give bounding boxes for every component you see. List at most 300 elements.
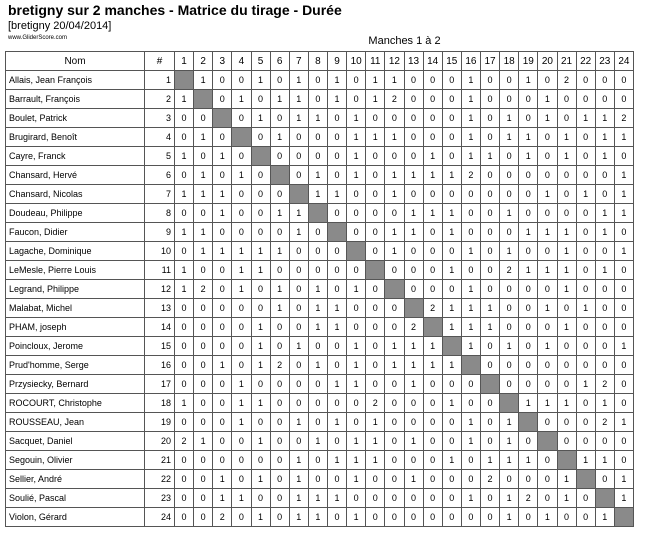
matrix-cell: 0 — [423, 185, 442, 204]
header-col-11: 11 — [366, 52, 385, 71]
matrix-cell: 0 — [270, 261, 289, 280]
table-row — [6, 204, 634, 223]
header-col-17: 17 — [481, 52, 500, 71]
matrix-cell: 0 — [557, 337, 576, 356]
matrix-cell: 0 — [538, 470, 557, 489]
matrix-cell: 0 — [251, 204, 270, 223]
matrix-cell: 1 — [270, 204, 289, 223]
table-row — [6, 223, 634, 242]
matrix-cell: 1 — [251, 318, 270, 337]
matrix-cell: 1 — [538, 299, 557, 318]
matrix-cell: 1 — [442, 299, 461, 318]
matrix-cell: 1 — [595, 261, 614, 280]
matrix-cell: 1 — [519, 147, 538, 166]
matrix-cell: 0 — [481, 394, 500, 413]
header-col-3: 3 — [213, 52, 232, 71]
matrix-cell: 1 — [404, 470, 423, 489]
table-row — [6, 356, 634, 375]
pilot-name: Sacquet, Daniel — [6, 432, 145, 451]
matrix-cell: 0 — [328, 508, 347, 527]
matrix-cell: 0 — [175, 337, 194, 356]
pilot-name: Prud'homme, Serge — [6, 356, 145, 375]
pilot-name: Sellier, André — [6, 470, 145, 489]
matrix-cell: 0 — [308, 90, 327, 109]
matrix-cell: 0 — [576, 489, 595, 508]
matrix-cell: 0 — [270, 470, 289, 489]
matrix-cell: 1 — [347, 337, 366, 356]
header-col-8: 8 — [308, 52, 327, 71]
pilot-number: 8 — [145, 204, 175, 223]
matrix-cell: 1 — [614, 242, 633, 261]
matrix-cell: 0 — [232, 71, 251, 90]
matrix-cell: 1 — [538, 508, 557, 527]
matrix-cell: 0 — [614, 375, 633, 394]
pilot-name: Doudeau, Philippe — [6, 204, 145, 223]
matrix-cell: 0 — [519, 242, 538, 261]
matrix-cell: 0 — [576, 128, 595, 147]
draw-matrix-table — [5, 51, 634, 527]
table-row — [6, 413, 634, 432]
matrix-cell: 1 — [557, 128, 576, 147]
matrix-cell: 0 — [328, 128, 347, 147]
matrix-cell: 0 — [519, 318, 538, 337]
pilot-number: 14 — [145, 318, 175, 337]
matrix-cell: 1 — [213, 489, 232, 508]
pilot-name: ROUSSEAU, Jean — [6, 413, 145, 432]
matrix-cell: 0 — [251, 489, 270, 508]
matrix-cell: 0 — [614, 451, 633, 470]
matrix-cell: 0 — [557, 432, 576, 451]
matrix-cell: 1 — [557, 470, 576, 489]
matrix-cell: 0 — [289, 128, 308, 147]
pilot-name: Boulet, Patrick — [6, 109, 145, 128]
table-row — [6, 166, 634, 185]
matrix-cell: 0 — [538, 242, 557, 261]
pilot-number: 12 — [145, 280, 175, 299]
matrix-cell: 0 — [385, 299, 404, 318]
matrix-cell: 0 — [423, 470, 442, 489]
matrix-cell: 1 — [213, 470, 232, 489]
matrix-cell: 0 — [538, 318, 557, 337]
matrix-cell: 1 — [557, 489, 576, 508]
matrix-cell: 1 — [461, 337, 480, 356]
matrix-cell: 1 — [213, 147, 232, 166]
matrix-cell: 1 — [404, 204, 423, 223]
matrix-cell: 0 — [213, 280, 232, 299]
matrix-cell: 0 — [404, 128, 423, 147]
matrix-cell: 0 — [289, 147, 308, 166]
matrix-cell: 1 — [347, 356, 366, 375]
matrix-cell: 1 — [251, 432, 270, 451]
matrix-cell: 0 — [576, 147, 595, 166]
matrix-cell: 1 — [595, 508, 614, 527]
matrix-cell: 0 — [232, 508, 251, 527]
matrix-cell: 0 — [481, 90, 500, 109]
matrix-cell: 1 — [232, 166, 251, 185]
matrix-cell: 1 — [557, 261, 576, 280]
matrix-cell: 1 — [461, 280, 480, 299]
matrix-cell: 0 — [538, 489, 557, 508]
table-row — [6, 451, 634, 470]
matrix-cell: 0 — [308, 223, 327, 242]
matrix-cell: 1 — [500, 432, 519, 451]
matrix-cell: 1 — [519, 223, 538, 242]
matrix-cell: 1 — [442, 451, 461, 470]
header-col-4: 4 — [232, 52, 251, 71]
matrix-cell: 0 — [595, 280, 614, 299]
matrix-cell: 1 — [500, 451, 519, 470]
matrix-cell: 2 — [175, 432, 194, 451]
matrix-cell: 1 — [328, 185, 347, 204]
matrix-cell: 1 — [461, 413, 480, 432]
diagonal-cell — [308, 204, 327, 223]
matrix-cell: 0 — [328, 280, 347, 299]
pilot-number: 2 — [145, 90, 175, 109]
matrix-cell: 1 — [576, 299, 595, 318]
matrix-cell: 1 — [213, 204, 232, 223]
matrix-cell: 0 — [328, 261, 347, 280]
matrix-cell: 1 — [481, 318, 500, 337]
matrix-cell: 0 — [308, 147, 327, 166]
matrix-cell: 1 — [232, 280, 251, 299]
matrix-cell: 0 — [595, 299, 614, 318]
matrix-cell: 1 — [232, 375, 251, 394]
table-row — [6, 394, 634, 413]
matrix-cell: 0 — [175, 318, 194, 337]
matrix-cell: 1 — [442, 261, 461, 280]
matrix-cell: 1 — [308, 432, 327, 451]
matrix-cell: 1 — [500, 242, 519, 261]
matrix-cell: 1 — [461, 128, 480, 147]
matrix-cell: 1 — [194, 166, 213, 185]
pilot-number: 4 — [145, 128, 175, 147]
matrix-cell: 1 — [519, 71, 538, 90]
matrix-cell: 1 — [289, 90, 308, 109]
matrix-cell: 0 — [385, 451, 404, 470]
matrix-cell: 0 — [194, 356, 213, 375]
matrix-cell: 1 — [519, 451, 538, 470]
matrix-cell: 0 — [614, 90, 633, 109]
matrix-cell: 0 — [442, 147, 461, 166]
matrix-cell: 0 — [423, 261, 442, 280]
header-col-21: 21 — [557, 52, 576, 71]
pilot-name: ROCOURT, Christophe — [6, 394, 145, 413]
matrix-cell: 0 — [308, 470, 327, 489]
matrix-cell: 0 — [442, 432, 461, 451]
matrix-cell: 0 — [442, 375, 461, 394]
matrix-cell: 2 — [385, 90, 404, 109]
matrix-cell: 1 — [595, 147, 614, 166]
matrix-cell: 1 — [175, 223, 194, 242]
matrix-cell: 2 — [557, 71, 576, 90]
matrix-cell: 0 — [175, 356, 194, 375]
matrix-cell: 0 — [366, 280, 385, 299]
matrix-cell: 1 — [557, 242, 576, 261]
pilot-name: Przysiecky, Bernard — [6, 375, 145, 394]
matrix-cell: 0 — [213, 432, 232, 451]
matrix-cell: 1 — [308, 356, 327, 375]
matrix-cell: 1 — [557, 394, 576, 413]
matrix-cell: 1 — [614, 166, 633, 185]
matrix-cell: 1 — [500, 128, 519, 147]
matrix-cell: 1 — [308, 185, 327, 204]
matrix-cell: 0 — [308, 413, 327, 432]
matrix-cell: 0 — [232, 318, 251, 337]
matrix-cell: 1 — [385, 223, 404, 242]
matrix-cell: 0 — [423, 375, 442, 394]
matrix-cell: 1 — [366, 128, 385, 147]
diagonal-cell — [385, 280, 404, 299]
matrix-cell: 0 — [270, 432, 289, 451]
matrix-cell: 0 — [366, 242, 385, 261]
pilot-name: PHAM, joseph — [6, 318, 145, 337]
matrix-cell: 1 — [194, 128, 213, 147]
matrix-cell: 0 — [442, 508, 461, 527]
matrix-cell: 1 — [328, 413, 347, 432]
matrix-cell: 1 — [595, 128, 614, 147]
site-url: www.GliderScore.com — [8, 35, 68, 41]
pilot-number: 18 — [145, 394, 175, 413]
matrix-cell: 1 — [289, 223, 308, 242]
table-row — [6, 242, 634, 261]
matrix-cell: 1 — [347, 375, 366, 394]
matrix-cell: 0 — [194, 204, 213, 223]
matrix-cell: 0 — [423, 223, 442, 242]
matrix-cell: 0 — [500, 299, 519, 318]
matrix-cell: 0 — [213, 451, 232, 470]
header-col-23: 23 — [595, 52, 614, 71]
matrix-cell: 0 — [194, 109, 213, 128]
matrix-cell: 0 — [385, 413, 404, 432]
matrix-cell: 1 — [614, 204, 633, 223]
matrix-cell: 0 — [175, 109, 194, 128]
matrix-cell: 0 — [289, 261, 308, 280]
matrix-cell: 0 — [175, 470, 194, 489]
matrix-cell: 1 — [576, 375, 595, 394]
matrix-cell: 1 — [538, 394, 557, 413]
matrix-cell: 0 — [366, 185, 385, 204]
matrix-cell: 1 — [404, 223, 423, 242]
matrix-cell: 1 — [461, 90, 480, 109]
matrix-cell: 0 — [461, 185, 480, 204]
matrix-cell: 0 — [289, 318, 308, 337]
matrix-cell: 1 — [385, 337, 404, 356]
table-row — [6, 470, 634, 489]
matrix-cell: 1 — [557, 280, 576, 299]
matrix-cell: 0 — [308, 451, 327, 470]
matrix-cell: 1 — [194, 71, 213, 90]
header-num: # — [145, 52, 175, 71]
matrix-cell: 0 — [347, 394, 366, 413]
matrix-cell: 0 — [347, 223, 366, 242]
table-row — [6, 318, 634, 337]
matrix-cell: 0 — [519, 204, 538, 223]
matrix-cell: 0 — [614, 318, 633, 337]
matrix-cell: 0 — [557, 413, 576, 432]
matrix-cell: 1 — [481, 299, 500, 318]
matrix-cell: 0 — [251, 223, 270, 242]
matrix-cell: 0 — [308, 128, 327, 147]
matrix-cell: 1 — [308, 489, 327, 508]
diagonal-cell — [461, 356, 480, 375]
matrix-cell: 1 — [576, 451, 595, 470]
matrix-cell: 0 — [481, 432, 500, 451]
pilot-number: 23 — [145, 489, 175, 508]
matrix-cell: 0 — [232, 470, 251, 489]
matrix-cell: 1 — [232, 90, 251, 109]
matrix-cell: 0 — [576, 242, 595, 261]
diagonal-cell — [614, 508, 633, 527]
pilot-number: 11 — [145, 261, 175, 280]
matrix-cell: 1 — [175, 261, 194, 280]
matrix-cell: 0 — [576, 413, 595, 432]
matrix-cell: 1 — [328, 299, 347, 318]
matrix-cell: 1 — [576, 109, 595, 128]
matrix-cell: 1 — [366, 432, 385, 451]
matrix-cell: 0 — [328, 204, 347, 223]
matrix-cell: 1 — [614, 337, 633, 356]
matrix-cell: 0 — [194, 318, 213, 337]
matrix-cell: 0 — [461, 261, 480, 280]
matrix-cell: 0 — [576, 166, 595, 185]
matrix-cell: 1 — [366, 90, 385, 109]
matrix-cell: 0 — [194, 508, 213, 527]
matrix-cell: 0 — [595, 242, 614, 261]
diagonal-cell — [481, 375, 500, 394]
matrix-cell: 0 — [519, 337, 538, 356]
matrix-cell: 0 — [557, 90, 576, 109]
matrix-cell: 1 — [461, 432, 480, 451]
matrix-cell: 1 — [557, 223, 576, 242]
matrix-cell: 1 — [557, 318, 576, 337]
matrix-cell: 0 — [481, 128, 500, 147]
matrix-cell: 1 — [232, 394, 251, 413]
matrix-cell: 1 — [347, 128, 366, 147]
matrix-cell: 0 — [595, 356, 614, 375]
matrix-cell: 0 — [213, 337, 232, 356]
matrix-cell: 0 — [194, 147, 213, 166]
matrix-cell: 0 — [175, 375, 194, 394]
matrix-cell: 1 — [270, 280, 289, 299]
table-row — [6, 90, 634, 109]
matrix-cell: 0 — [270, 223, 289, 242]
matrix-cell: 0 — [175, 128, 194, 147]
matrix-cell: 0 — [232, 432, 251, 451]
matrix-cell: 0 — [481, 185, 500, 204]
pilot-number: 17 — [145, 375, 175, 394]
matrix-cell: 0 — [328, 432, 347, 451]
matrix-cell: 0 — [461, 451, 480, 470]
matrix-cell: 0 — [595, 432, 614, 451]
matrix-cell: 1 — [328, 489, 347, 508]
matrix-cell: 1 — [481, 451, 500, 470]
matrix-cell: 0 — [557, 299, 576, 318]
matrix-cell: 0 — [423, 451, 442, 470]
header-col-1: 1 — [175, 52, 194, 71]
matrix-cell: 0 — [347, 413, 366, 432]
matrix-cell: 0 — [481, 242, 500, 261]
matrix-cell: 0 — [576, 356, 595, 375]
matrix-cell: 0 — [194, 375, 213, 394]
matrix-cell: 0 — [595, 71, 614, 90]
page-subtitle: [bretigny 20/04/2014] — [8, 20, 112, 32]
matrix-cell: 0 — [442, 90, 461, 109]
matrix-cell: 0 — [213, 166, 232, 185]
matrix-cell: 0 — [500, 356, 519, 375]
diagonal-cell — [251, 147, 270, 166]
matrix-cell: 2 — [404, 318, 423, 337]
matrix-cell: 1 — [289, 109, 308, 128]
matrix-cell: 0 — [289, 356, 308, 375]
matrix-cell: 0 — [385, 489, 404, 508]
matrix-cell: 2 — [614, 109, 633, 128]
matrix-cell: 0 — [347, 71, 366, 90]
matrix-cell: 0 — [385, 432, 404, 451]
matrix-cell: 1 — [595, 109, 614, 128]
table-row — [6, 185, 634, 204]
matrix-cell: 1 — [251, 356, 270, 375]
matrix-cell: 1 — [347, 432, 366, 451]
pilot-name: Allais, Jean François — [6, 71, 145, 90]
matrix-cell: 0 — [461, 223, 480, 242]
matrix-cell: 0 — [481, 109, 500, 128]
matrix-cell: 1 — [423, 204, 442, 223]
matrix-cell: 0 — [347, 90, 366, 109]
pilot-number: 16 — [145, 356, 175, 375]
matrix-cell: 2 — [461, 166, 480, 185]
matrix-cell: 0 — [366, 147, 385, 166]
matrix-cell: 0 — [595, 318, 614, 337]
matrix-cell: 0 — [576, 394, 595, 413]
matrix-cell: 0 — [251, 185, 270, 204]
matrix-cell: 1 — [481, 147, 500, 166]
matrix-cell: 0 — [175, 508, 194, 527]
pilot-number: 20 — [145, 432, 175, 451]
matrix-cell: 0 — [251, 166, 270, 185]
matrix-cell: 0 — [576, 337, 595, 356]
matrix-cell: 1 — [538, 337, 557, 356]
matrix-cell: 0 — [213, 318, 232, 337]
matrix-cell: 0 — [232, 147, 251, 166]
matrix-cell: 1 — [595, 394, 614, 413]
matrix-cell: 0 — [213, 261, 232, 280]
matrix-cell: 0 — [576, 90, 595, 109]
matrix-cell: 0 — [213, 394, 232, 413]
table-row — [6, 261, 634, 280]
matrix-cell: 0 — [481, 261, 500, 280]
matrix-cell: 0 — [366, 470, 385, 489]
header-col-24: 24 — [614, 52, 633, 71]
matrix-cell: 0 — [213, 375, 232, 394]
matrix-cell: 0 — [404, 90, 423, 109]
matrix-cell: 0 — [328, 147, 347, 166]
matrix-cell: 0 — [423, 242, 442, 261]
matrix-cell: 0 — [232, 451, 251, 470]
matrix-cell: 0 — [289, 242, 308, 261]
matrix-cell: 0 — [595, 166, 614, 185]
matrix-cell: 2 — [500, 261, 519, 280]
pilot-name: Barrault, François — [6, 90, 145, 109]
matrix-cell: 0 — [194, 299, 213, 318]
matrix-cell: 0 — [481, 223, 500, 242]
matrix-cell: 0 — [500, 166, 519, 185]
matrix-cell: 1 — [557, 147, 576, 166]
matrix-cell: 1 — [251, 261, 270, 280]
matrix-cell: 1 — [442, 394, 461, 413]
matrix-cell: 1 — [442, 356, 461, 375]
matrix-cell: 0 — [557, 204, 576, 223]
matrix-cell: 0 — [404, 451, 423, 470]
